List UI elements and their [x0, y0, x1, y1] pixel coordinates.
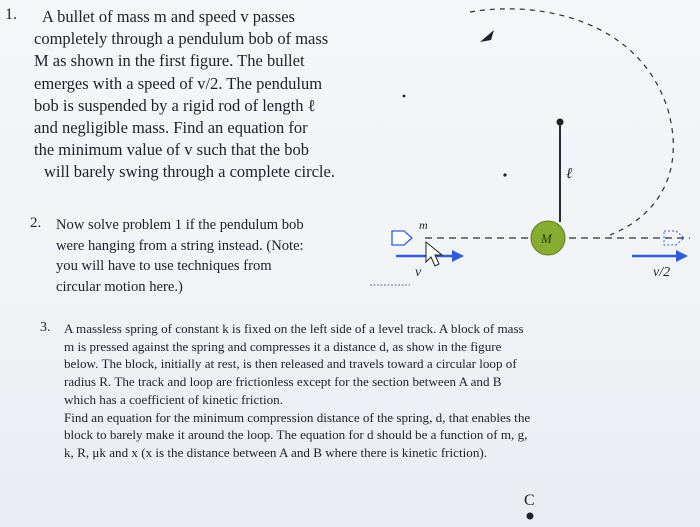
problem-1-line: will barely swing through a complete circle. — [44, 162, 335, 182]
problem-3-line: block to barely make it around the loop. The equation for d should be a function of m, g, — [64, 427, 528, 443]
bullet-icon — [392, 231, 412, 245]
problem-3-line: A massless spring of constant k is fixed on the left side of a level track. A block of mass — [64, 321, 524, 336]
problem-3-number: 3. — [40, 320, 51, 335]
problem-1-line: bob is suspended by a rigid rod of length ℓ — [34, 95, 316, 115]
velocity-in-label: v — [415, 265, 422, 280]
velocity-out-arrowhead-icon — [676, 250, 688, 262]
problem-1-line: A bullet of mass m and speed v passes — [42, 7, 295, 26]
loop-top-label: C — [524, 492, 535, 509]
problem-1-line: M as shown in the first figure. The bullet — [34, 51, 305, 71]
motion-arrow-icon — [480, 30, 494, 42]
problem-2-line: you will have to use techniques from — [56, 258, 272, 275]
mouse-cursor-icon — [426, 242, 442, 266]
velocity-out-label: v/2 — [653, 265, 671, 280]
problem-2-line: Now solve problem 1 if the pendulum bob — [56, 217, 304, 233]
circular-path-arc — [470, 9, 673, 235]
bob-mass-label: M — [541, 231, 552, 246]
problem-3-line: Find an equation for the minimum compression distance of the spring, d, that enables the — [64, 409, 531, 425]
problem-1-number: 1. — [5, 6, 17, 23]
problem-2-line: were hanging from a string instead. (Note: — [56, 237, 304, 254]
problem-1-line: and negligible mass. Find an equation for — [34, 118, 308, 138]
problem-3-line: m is pressed against the spring and compresses it a distance d, as show in the figure — [64, 338, 502, 354]
problem-3-line: below. The block, initially at rest, is then released and travels toward a circular loop of — [64, 356, 517, 372]
problem-1-line: completely through a pendulum bob of mass — [34, 29, 329, 49]
problem-2-number: 2. — [30, 215, 42, 231]
problem-2-line: circular motion here.) — [56, 278, 183, 295]
problem-3-line: which has a coefficient of kinetic friction. — [64, 391, 283, 407]
rod-length-label: ℓ — [566, 166, 573, 182]
small-dot — [503, 173, 506, 176]
bullet-mass-label: m — [419, 218, 428, 232]
problem-1-line: emerges with a speed of v/2. The pendulum — [34, 73, 323, 93]
problem-3-line: k, R, μk and x (x is the distance between A and B where there is kinetic friction). — [64, 444, 487, 460]
problem-3-line: radius R. The track and loop are frictionless except for the section between A and B — [64, 374, 502, 390]
small-dot — [403, 95, 406, 98]
velocity-in-arrowhead-icon — [452, 250, 464, 262]
loop-top-point — [527, 513, 534, 520]
problem-1-line: the minimum value of v such that the bob — [34, 140, 309, 160]
pivot-point — [557, 119, 564, 126]
